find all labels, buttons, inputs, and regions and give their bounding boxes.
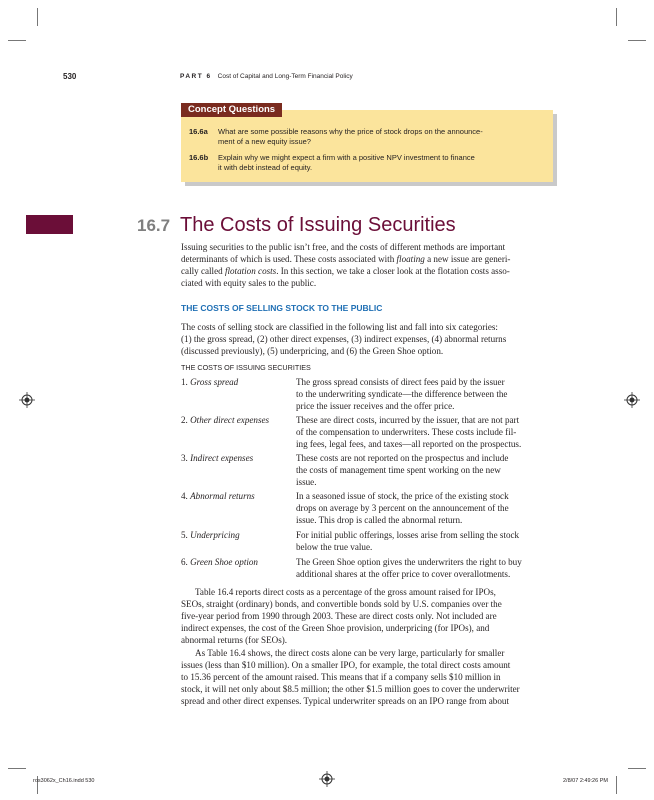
running-header bbox=[180, 73, 353, 80]
file-slug: ros3062x_Ch16.indd 530 bbox=[33, 778, 95, 784]
text-line: drops on average by 3 percent on the announcement of the bbox=[296, 503, 509, 513]
list-item-number: 4. bbox=[181, 491, 188, 501]
crop-mark bbox=[616, 8, 617, 26]
page-number: 530 bbox=[63, 72, 77, 81]
table-paragraph bbox=[181, 586, 547, 646]
text-line: to 15.36 percent of the amount raised. This means that if a company sells $10 million in bbox=[181, 672, 501, 682]
text-line: abnormal returns (for SEOs). bbox=[181, 635, 288, 645]
text-line: The Green Shoe option gives the underwriters the right to buy bbox=[296, 557, 522, 567]
text-line: the costs of management time spent working on the new bbox=[296, 465, 501, 475]
list-item-number: 1. bbox=[181, 377, 188, 387]
question-text-line: Explain why we might expect a firm with a positive NPV investment to finance bbox=[218, 153, 475, 162]
text-line: For initial public offerings, losses arise from selling the stock bbox=[296, 530, 520, 540]
text-line: five-year period from 1990 through 2003. These are direct costs only. Not included are bbox=[181, 611, 497, 621]
section-title: The Costs of Issuing Securities bbox=[180, 214, 456, 236]
list-item-number: 2. bbox=[181, 415, 188, 425]
text-line: ciated with equity sales to the public. bbox=[181, 278, 317, 288]
text-line: price the issuer receives and the offer price. bbox=[296, 401, 455, 411]
registration-mark-icon bbox=[624, 392, 640, 408]
list-item-description bbox=[296, 556, 548, 580]
list-item-description bbox=[296, 376, 548, 412]
text-line: issue. bbox=[296, 477, 317, 487]
concept-question bbox=[189, 127, 545, 146]
list-item-description bbox=[296, 529, 548, 553]
registration-mark-icon bbox=[19, 392, 35, 408]
list-item-description bbox=[296, 452, 548, 488]
section-marker-bar bbox=[26, 215, 73, 234]
term-label: Underpricing bbox=[190, 530, 240, 540]
question-text-line: What are some possible reasons why the price of stock drops on the announce- bbox=[218, 127, 483, 136]
section-number: 16.7 bbox=[137, 216, 171, 235]
crop-mark bbox=[628, 768, 646, 769]
text-line: As Table 16.4 shows, the direct costs alone can be very large, particularly for smaller bbox=[195, 648, 505, 658]
text-line: spread and other direct expenses. Typical underwriter spreads on an IPO range from about bbox=[181, 696, 509, 706]
question-text-line: ment of a new equity issue? bbox=[218, 136, 311, 146]
text-line: These are direct costs, incurred by the issuer, that are not part bbox=[296, 415, 520, 425]
text-line: (1) the gross spread, (2) other direct expenses, (3) indirect expenses, (4) abnormal returns bbox=[181, 334, 507, 344]
list-item-term bbox=[181, 556, 258, 568]
text-line: The gross spread consists of direct fees paid by the issuer bbox=[296, 377, 505, 387]
crop-mark bbox=[628, 40, 646, 41]
term-label: Other direct expenses bbox=[190, 415, 270, 425]
list-item-term bbox=[181, 452, 253, 464]
term-label: Indirect expenses bbox=[190, 453, 254, 463]
term-label: Gross spread bbox=[190, 377, 239, 387]
text-line: determinants of which is used. These costs associated with floating a new issue are generi- bbox=[181, 254, 511, 264]
question-number: 16.6b bbox=[189, 153, 209, 162]
crop-mark bbox=[8, 40, 26, 41]
term-label: Abnormal returns bbox=[190, 491, 255, 501]
list-item-description bbox=[296, 490, 548, 526]
text-line: Table 16.4 reports direct costs as a percentage of the gross amount raised for IPOs, bbox=[195, 587, 496, 597]
text-line: indirect expenses, the cost of the Green Shoe provision, underpricing (for IPOs), and bbox=[181, 623, 490, 633]
registration-mark-icon bbox=[319, 771, 335, 787]
text-line: The costs of selling stock are classified in the following list and fall into six categories: bbox=[181, 322, 498, 332]
timestamp-slug: 2/8/07 2:49:26 PM bbox=[563, 778, 608, 784]
list-item-term bbox=[181, 529, 240, 541]
ipo-paragraph bbox=[181, 647, 547, 707]
text-line: These costs are not reported on the prospectus and include bbox=[296, 453, 509, 463]
list-item-description bbox=[296, 414, 548, 450]
concept-questions-title: Concept Questions bbox=[181, 103, 282, 117]
crop-mark bbox=[37, 8, 38, 26]
intro-paragraph bbox=[181, 241, 547, 289]
part-title: Cost of Capital and Long-Term Financial Policy bbox=[217, 73, 353, 80]
text-line: additional shares at the offer price to cover overallotments. bbox=[296, 569, 511, 579]
text-line: In a seasoned issue of stock, the price of the existing stock bbox=[296, 491, 509, 501]
list-item-term bbox=[181, 414, 269, 426]
text-line: to the underwriting syndicate—the difference between the bbox=[296, 389, 508, 399]
text-line: cally called flotation costs. In this section, we take a closer look at the flotation costs asso- bbox=[181, 266, 510, 276]
categories-paragraph bbox=[181, 321, 547, 357]
text-line: below the true value. bbox=[296, 542, 373, 552]
text-line: SEOs, straight (ordinary) bonds, and convertible bonds sold by U.S. companies over the bbox=[181, 599, 502, 609]
list-item-term bbox=[181, 490, 255, 502]
part-label: PART 6 bbox=[180, 73, 212, 80]
text-line: Issuing securities to the public isn’t free, and the costs of different methods are important bbox=[181, 242, 506, 252]
list-item-number: 5. bbox=[181, 530, 188, 540]
text-line: (discussed previously), (5) underpricing, and (6) the Green Shoe option. bbox=[181, 346, 444, 356]
question-text-line: it with debt instead of equity. bbox=[218, 162, 313, 172]
list-item-term bbox=[181, 376, 238, 388]
term-label: Green Shoe option bbox=[190, 557, 258, 567]
crop-mark bbox=[8, 768, 26, 769]
concept-question bbox=[189, 153, 545, 172]
text-line: stock, it will net only about $8.5 million; the other $1.5 million goes to cover the underwriter bbox=[181, 684, 520, 694]
text-line: issue. This drop is called the abnormal return. bbox=[296, 515, 463, 525]
list-item-number: 6. bbox=[181, 557, 188, 567]
list-item-number: 3. bbox=[181, 453, 188, 463]
list-heading: THE COSTS OF ISSUING SECURITIES bbox=[181, 363, 311, 372]
text-line: ing fees, legal fees, and taxes—all reported on the prospectus. bbox=[296, 439, 522, 449]
text-line: of the compensation to underwriters. These costs include fil- bbox=[296, 427, 517, 437]
crop-mark bbox=[616, 776, 617, 794]
subheading: THE COSTS OF SELLING STOCK TO THE PUBLIC bbox=[181, 303, 383, 313]
question-number: 16.6a bbox=[189, 127, 208, 136]
text-line: issues (less than $10 million). On a smaller IPO, for example, the total direct costs amount bbox=[181, 660, 511, 670]
